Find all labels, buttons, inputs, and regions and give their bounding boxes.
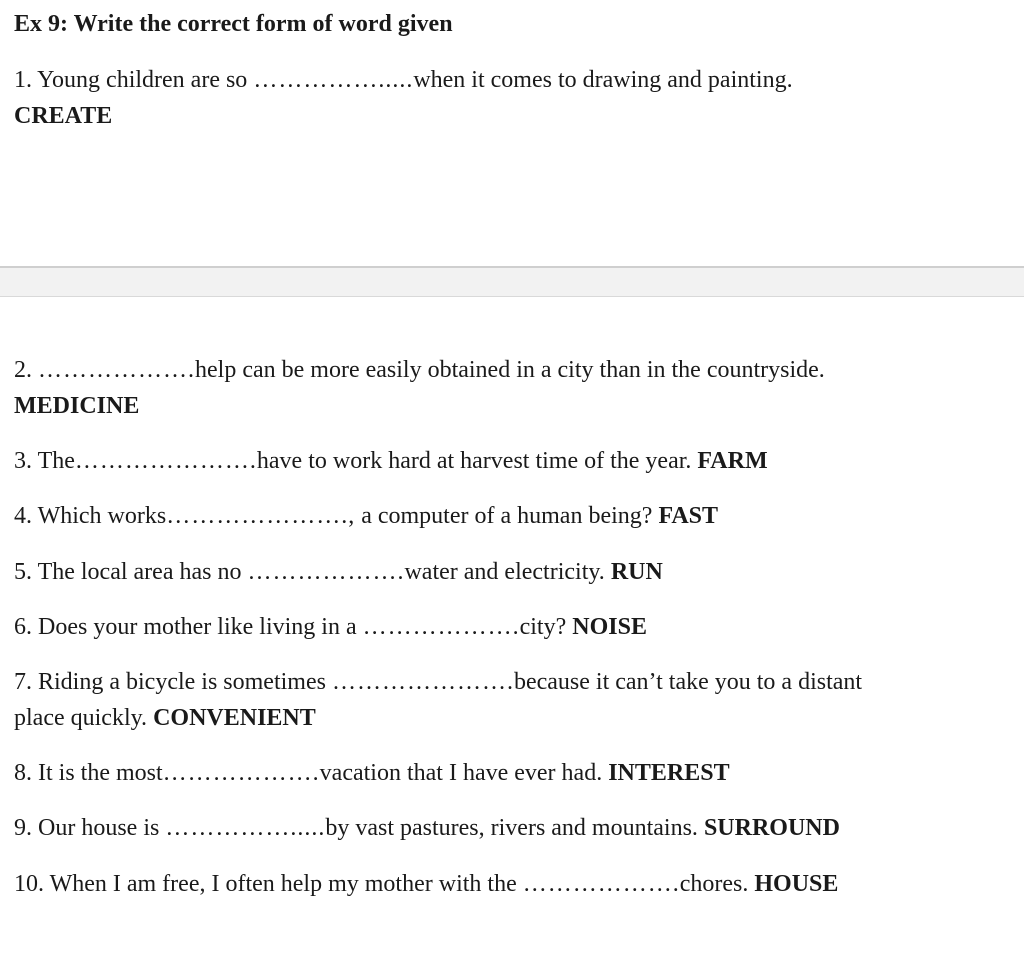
question-10-blank: ……………….	[522, 871, 680, 897]
question-8-blank: ……………….	[162, 760, 320, 786]
question-9-before: 9. Our house is	[14, 815, 166, 841]
question-9	[14, 814, 840, 842]
question-4-keyword: FAST	[658, 503, 719, 529]
question-5	[14, 558, 663, 586]
question-2	[14, 356, 825, 384]
question-5-blank: ……………….	[247, 559, 405, 585]
question-1-after: when it comes to drawing and painting.	[413, 67, 793, 93]
question-1-blank: …………….....	[253, 67, 414, 93]
question-5-after: water and electricity.	[404, 559, 611, 585]
question-8-after: vacation that I have ever had.	[319, 760, 609, 786]
question-7-continuation	[14, 704, 316, 732]
question-3-after: have to work hard at harvest time of the year.	[256, 448, 698, 474]
question-1-before: 1. Young children are so	[14, 67, 254, 93]
exercise-title: Ex 9: Write the correct form of word given	[14, 11, 453, 37]
question-1	[14, 66, 793, 94]
question-6-blank: ……………….	[362, 614, 520, 640]
question-6-keyword: NOISE	[572, 614, 647, 640]
question-10-keyword: HOUSE	[754, 871, 839, 897]
question-9-blank: …………….....	[165, 815, 326, 841]
question-8	[14, 759, 730, 787]
question-7-cont: place quickly.	[14, 705, 154, 731]
question-1-keyword: CREATE	[14, 103, 113, 129]
question-9-keyword: SURROUND	[703, 815, 840, 841]
question-7-blank: ………………….	[331, 669, 514, 695]
question-3-keyword: FARM	[697, 448, 768, 474]
page-break	[0, 266, 1024, 297]
question-4	[14, 502, 718, 530]
question-4-after: a computer of a human being?	[355, 503, 659, 529]
question-10-after: chores.	[679, 871, 755, 897]
question-4-before: 4. Which works	[14, 503, 167, 529]
question-5-keyword: RUN	[610, 559, 663, 585]
question-2-before: 2.	[14, 357, 38, 383]
question-2-blank: ……………….	[38, 357, 195, 383]
question-3-blank: ………………….	[74, 448, 257, 474]
question-3	[14, 447, 768, 475]
question-2-after: help can be more easily obtained in a city than in the countryside.	[195, 357, 825, 383]
question-10	[14, 870, 838, 898]
question-7-keyword: CONVENIENT	[153, 705, 316, 731]
question-3-before: 3. The	[14, 448, 75, 474]
question-6	[14, 613, 647, 641]
question-7-before: 7. Riding a bicycle is sometimes	[14, 669, 332, 695]
question-2-keyword: MEDICINE	[14, 393, 140, 419]
question-9-after: by vast pastures, rivers and mountains.	[325, 815, 704, 841]
question-6-before: 6. Does your mother like living in a	[14, 614, 363, 640]
question-8-before: 8. It is the most	[14, 760, 163, 786]
question-10-before: 10. When I am free, I often help my mother with the	[14, 871, 523, 897]
question-7	[14, 668, 862, 696]
question-5-before: 5. The local area has no	[14, 559, 248, 585]
question-7-after: because it can’t take you to a distant	[513, 669, 863, 695]
question-4-blank: ………………….,	[166, 503, 356, 529]
question-6-after: city?	[519, 614, 573, 640]
question-8-keyword: INTEREST	[608, 760, 730, 786]
